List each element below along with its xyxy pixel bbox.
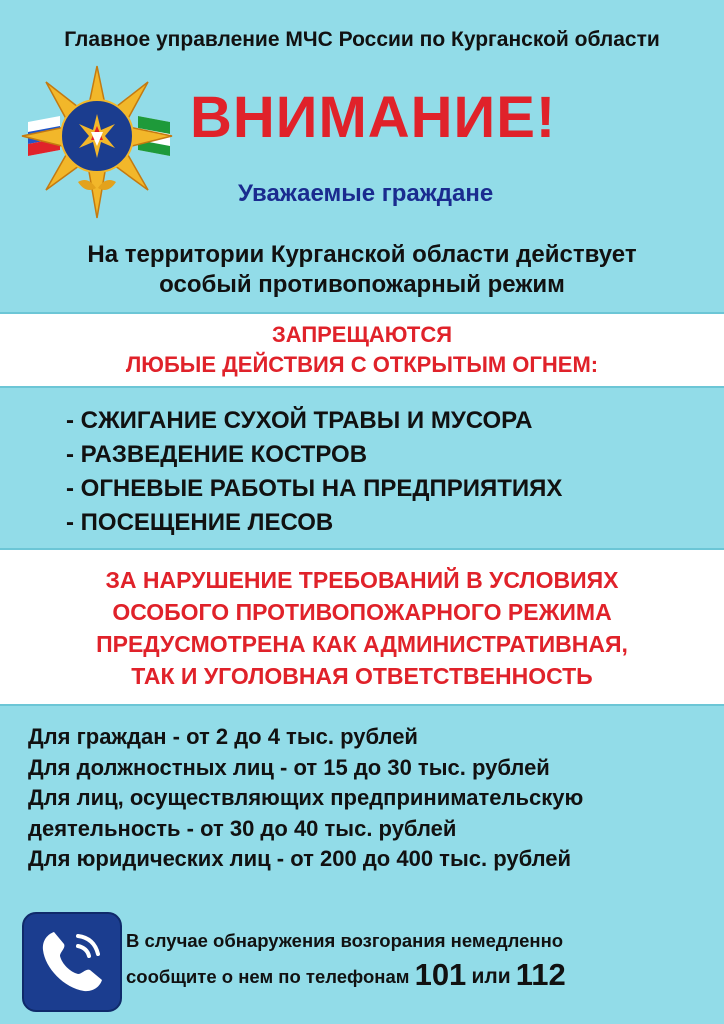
list-item: - РАЗВЕДЕНИЕ КОСТРОВ xyxy=(66,441,368,468)
phone-or-text: или xyxy=(471,965,511,988)
fine-line: Для юридических лиц - от 200 до 400 тыс. рублей xyxy=(28,846,572,871)
fine-line: Для должностных лиц - от 15 до 30 тыс. рублей xyxy=(28,754,550,780)
penalty-line: ТАК И УГОЛОВНАЯ ОТВЕТСТВЕННОСТЬ xyxy=(131,663,593,689)
attention-title: ВНИМАНИЕ! xyxy=(190,85,557,150)
regime-line-1: На территории Курганской области действует xyxy=(87,241,637,268)
fine-line: Для лиц, осуществляющих предпринимательскую xyxy=(28,785,584,810)
phone-number-112: 112 xyxy=(515,957,566,992)
ban-band xyxy=(0,312,724,388)
emercom-emblem-icon xyxy=(20,64,175,222)
list-item: - СЖИГАНИЕ СУХОЙ ТРАВЫ И МУСОРА xyxy=(66,407,533,434)
emergency-notice xyxy=(126,924,566,994)
fine-line: Для граждан - от 2 до 4 тыс. рублей xyxy=(28,724,418,749)
penalty-line: ОСОБОГО ПРОТИВОПОЖАРНОГО РЕЖИМА xyxy=(112,599,612,625)
penalty-line: ЗА НАРУШЕНИЕ ТРЕБОВАНИЙ В УСЛОВИЯХ xyxy=(105,567,619,593)
ban-line-2: ЛЮБЫЕ ДЕЙСТВИЯ С ОТКРЫТЫМ ОГНЕМ: xyxy=(125,352,599,377)
list-item: - ПОСЕЩЕНИЕ ЛЕСОВ xyxy=(66,509,334,536)
emergency-line-2 xyxy=(126,958,566,994)
penalty-band xyxy=(0,548,724,706)
phone-handset-icon xyxy=(22,912,122,1012)
phone-number-101: 101 xyxy=(414,957,467,992)
ban-line-1: ЗАПРЕЩАЮТСЯ xyxy=(271,322,453,347)
emergency-line-1: В случае обнаружения возгорания немедленно xyxy=(126,930,564,951)
penalty-line: ПРЕДУСМОТРЕНА КАК АДМИНИСТРАТИВНАЯ, xyxy=(96,631,628,657)
prohibited-activities-list xyxy=(66,404,562,540)
fines-list xyxy=(28,722,583,875)
regime-line-2: особый противопожарный режим xyxy=(159,271,565,298)
list-item: - ОГНЕВЫЕ РАБОТЫ НА ПРЕДПРИЯТИЯХ xyxy=(66,475,563,502)
emergency-line-2-text: сообщите о нем по телефонам xyxy=(126,966,410,987)
greeting: Уважаемые граждане xyxy=(238,180,494,207)
fine-line: деятельность - от 30 до 40 тыс. рублей xyxy=(28,815,457,841)
regime-notice xyxy=(0,240,724,300)
organization-header: Главное управление МЧС России по Курганской области xyxy=(64,28,660,51)
